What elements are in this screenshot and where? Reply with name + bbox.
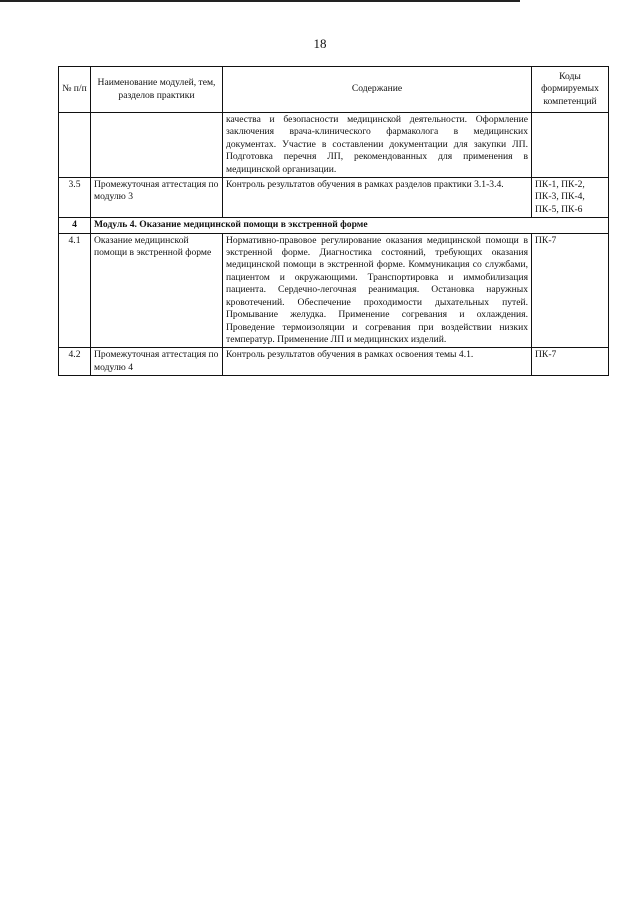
- header-row: [59, 67, 609, 113]
- curriculum-table: [58, 66, 609, 376]
- table-row: [59, 348, 609, 376]
- row-content: Контроль результатов обучения в рамках разделов практики 3.1-3.4.: [223, 178, 532, 218]
- page-number: 18: [313, 36, 327, 51]
- row-codes: ПК-1, ПК-2, ПК-3, ПК-4, ПК-5, ПК-6: [532, 178, 609, 218]
- top-rule: [0, 0, 520, 2]
- module-row: [59, 218, 609, 233]
- header-name: Наименование модулей, тем, разделов практики: [91, 67, 223, 113]
- row-name: Промежуточная аттестация по модулю 3: [91, 178, 223, 218]
- row-content: качества и безопасности медицинской деятельности. Оформление заключения врача-клинического фармаколога в медицинских документах. Участие в составлении документации для закупки ЛП. Подготовка перечня ЛП, рекомендованных для применения в медицинской организации.: [223, 113, 532, 178]
- row-num: [59, 113, 91, 178]
- row-num: 4.1: [59, 233, 91, 348]
- row-num: 4.2: [59, 348, 91, 376]
- table-row: [59, 178, 609, 218]
- row-codes: [532, 113, 609, 178]
- row-content: Нормативно-правовое регулирование оказания медицинской помощи в экстренной форме. Диагностика состояний, требующих оказания медицинской помощи в экстренной форме. Коммуникация со службами, пациентом и окружающими. Транспортировка и иммобилизация пациента. Сердечно-легочная реанимация. Остановка наружных кровотечений. Обеспечение проходимости дыхательных путей. Промывание желудка. Применение согревания и охлаждения. Проведение термоизоляции и согревания при воздействии низких температур. Применение ЛП и медицинских изделий.: [223, 233, 532, 348]
- module-title: Модуль 4. Оказание медицинской помощи в экстренной форме: [91, 218, 609, 233]
- row-codes: ПК-7: [532, 348, 609, 376]
- row-name: Промежуточная аттестация по модулю 4: [91, 348, 223, 376]
- module-num: 4: [59, 218, 91, 233]
- header-num: № п/п: [59, 67, 91, 113]
- header-codes: Коды формируемых компетенций: [532, 67, 609, 113]
- row-content: Контроль результатов обучения в рамках освоения темы 4.1.: [223, 348, 532, 376]
- row-codes: ПК-7: [532, 233, 609, 348]
- row-num: 3.5: [59, 178, 91, 218]
- table-row: [59, 113, 609, 178]
- row-name: Оказание медицинской помощи в экстренной форме: [91, 233, 223, 348]
- row-name: [91, 113, 223, 178]
- table-row: [59, 233, 609, 348]
- header-content: Содержание: [223, 67, 532, 113]
